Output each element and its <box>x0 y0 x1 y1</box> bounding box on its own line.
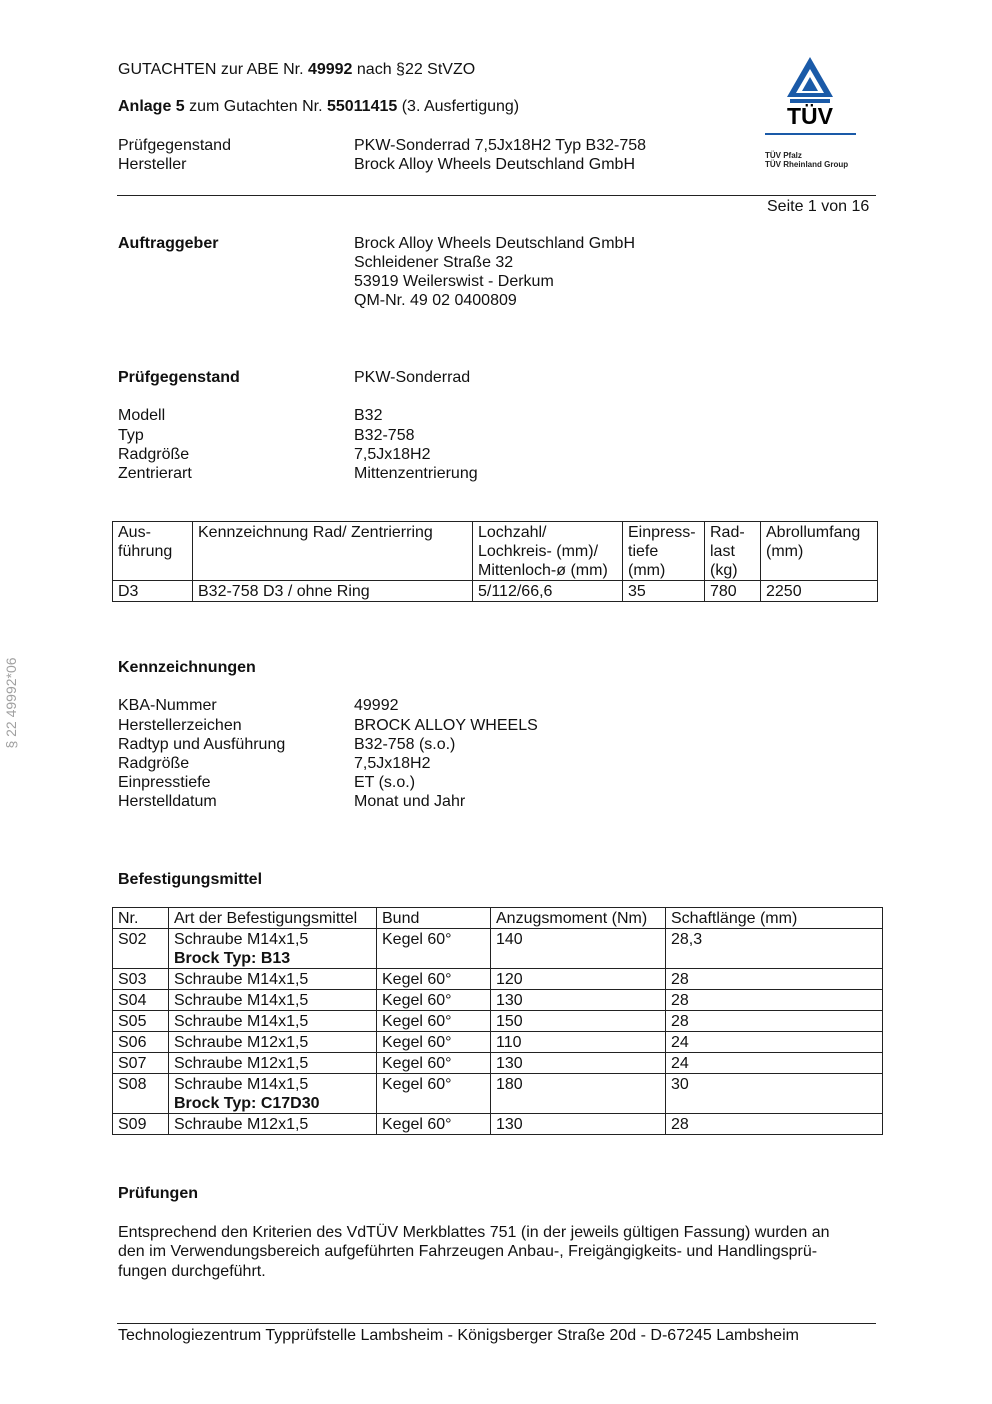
marking-value: 7,5Jx18H2 <box>354 755 431 772</box>
fastener-laenge: 30 <box>666 1074 883 1114</box>
header-pg-value: PKW-Sonderrad 7,5Jx18H2 Typ B32-758 <box>354 137 647 154</box>
fastener-moment: 130 <box>491 990 666 1011</box>
fastener-moment: 130 <box>491 1114 666 1135</box>
header-hersteller-label: Hersteller <box>118 156 187 173</box>
auftraggeber-line: 53919 Weilerswist - Derkum <box>354 273 554 290</box>
table-row <box>113 1032 883 1053</box>
fastener-laenge: 24 <box>666 1032 883 1053</box>
logo-line-1: TÜV Pfalz <box>765 151 802 160</box>
fastener-table-header <box>113 908 883 929</box>
spec-label: Typ <box>118 427 144 444</box>
fastener-laenge: 28 <box>666 969 883 990</box>
wheel-header-cell: Aus- führung <box>113 522 193 581</box>
marking-label: Radtyp und Ausführung <box>118 736 286 753</box>
fastener-moment: 120 <box>491 969 666 990</box>
auftraggeber-label: Auftraggeber <box>118 235 219 252</box>
fastener-art <box>169 1074 377 1114</box>
marking-label: Radgröße <box>118 755 190 772</box>
fastener-nr: S08 <box>113 1074 169 1114</box>
auftraggeber-line: Brock Alloy Wheels Deutschland GmbH <box>354 235 635 252</box>
wheel-cell: 5/112/66,6 <box>473 581 623 602</box>
fastener-art: Schraube M14x1,5 <box>169 969 377 990</box>
table-row <box>113 581 878 602</box>
wheel-header-cell: Rad- last (kg) <box>705 522 761 581</box>
marking-value: Monat und Jahr <box>354 793 466 810</box>
pruefungen-text-line: fungen durchgeführt. <box>118 1263 266 1280</box>
fastener-laenge: 28,3 <box>666 929 883 969</box>
table-row <box>113 1114 883 1135</box>
fastener-moment: 150 <box>491 1011 666 1032</box>
wheel-header-cell: Einpress- tiefe (mm) <box>623 522 705 581</box>
pruefgegenstand-value: PKW-Sonderrad <box>354 369 471 386</box>
fastener-art: Schraube M12x1,5 <box>169 1053 377 1074</box>
fastener-art <box>169 929 377 969</box>
wheel-cell: B32-758 D3 / ohne Ring <box>193 581 473 602</box>
kennzeichnungen-title: Kennzeichnungen <box>118 659 256 676</box>
fastener-header-cell: Nr. <box>113 908 169 929</box>
spec-value: B32 <box>354 407 383 424</box>
fastener-nr: S06 <box>113 1032 169 1053</box>
fastener-art: Schraube M12x1,5 <box>169 1114 377 1135</box>
annex-line: Anlage 5 zum Gutachten Nr. 55011415 (3. Ausfertigung) <box>118 98 520 115</box>
marking-value: ET (s.o.) <box>354 774 416 791</box>
fastener-header-cell: Bund <box>377 908 491 929</box>
header-pg-label: Prüfgegenstand <box>118 137 231 154</box>
logo-divider <box>765 133 856 135</box>
header-hersteller-value: Brock Alloy Wheels Deutschland GmbH <box>354 156 635 173</box>
marking-value: 49992 <box>354 697 399 714</box>
footer-address: Technologiezentrum Typprüfstelle Lambsheim - Königsberger Straße 20d - D-67245 Lambsheim <box>118 1327 799 1344</box>
fastener-moment: 110 <box>491 1032 666 1053</box>
spec-label: Radgröße <box>118 446 190 463</box>
side-reference: § 22 49992*06 <box>3 657 19 749</box>
footer-divider <box>117 1323 876 1324</box>
fastener-bund: Kegel 60° <box>377 1114 491 1135</box>
fastener-laenge: 28 <box>666 1011 883 1032</box>
tuev-logo <box>760 55 860 175</box>
tuev-logo-text: TÜV <box>787 103 833 129</box>
page-number: Seite 1 von 16 <box>767 198 870 215</box>
fastener-header-cell: Anzugsmoment (Nm) <box>491 908 666 929</box>
fastener-art: Schraube M14x1,5 <box>169 990 377 1011</box>
fastener-bund: Kegel 60° <box>377 1074 491 1114</box>
pruefungen-title: Prüfungen <box>118 1185 198 1202</box>
logo-line-2: TÜV Rheinland Group <box>765 160 849 169</box>
auftraggeber-line: QM-Nr. 49 02 0400809 <box>354 292 517 309</box>
fastener-nr: S09 <box>113 1114 169 1135</box>
marking-label: Herstellerzeichen <box>118 717 242 734</box>
fastener-bund: Kegel 60° <box>377 969 491 990</box>
fastener-bund: Kegel 60° <box>377 1032 491 1053</box>
fastener-header-cell: Schaftlänge (mm) <box>666 908 883 929</box>
fastener-laenge: 24 <box>666 1053 883 1074</box>
fastener-nr: S04 <box>113 990 169 1011</box>
pruefungen-text-line: Entsprechend den Kriterien des VdTÜV Merkblattes 751 (in der jeweils gültigen Fassung) wurden an <box>118 1224 830 1241</box>
wheel-table <box>112 521 878 602</box>
table-row <box>113 1074 883 1114</box>
spec-value: Mittenzentrierung <box>354 465 478 482</box>
report-title: GUTACHTEN zur ABE Nr. 49992 nach §22 StVZO <box>118 61 476 78</box>
tuev-triangle-icon <box>760 55 860 105</box>
fastener-art: Schraube M14x1,5 <box>169 1011 377 1032</box>
fastener-header-cell: Art der Befestigungsmittel <box>169 908 377 929</box>
fastener-art: Schraube M12x1,5 <box>169 1032 377 1053</box>
fastener-art-text: Schraube M14x1,5 <box>174 931 309 948</box>
fastener-note: Brock Typ: C17D30 <box>174 1095 320 1112</box>
fastener-laenge: 28 <box>666 990 883 1011</box>
fastener-nr: S02 <box>113 929 169 969</box>
marking-value: B32-758 (s.o.) <box>354 736 456 753</box>
spec-label: Zentrierart <box>118 465 192 482</box>
marking-value: BROCK ALLOY WHEELS <box>354 717 538 734</box>
fastener-table <box>112 907 883 1135</box>
fastener-moment: 140 <box>491 929 666 969</box>
fastener-bund: Kegel 60° <box>377 1011 491 1032</box>
fastener-note: Brock Typ: B13 <box>174 950 291 967</box>
fastener-laenge: 28 <box>666 1114 883 1135</box>
table-row <box>113 969 883 990</box>
wheel-cell: D3 <box>113 581 193 602</box>
spec-value: B32-758 <box>354 427 415 444</box>
fastener-nr: S03 <box>113 969 169 990</box>
marking-label: Einpresstiefe <box>118 774 211 791</box>
wheel-cell: 2250 <box>761 581 878 602</box>
marking-label: KBA-Nummer <box>118 697 217 714</box>
befestigung-title: Befestigungsmittel <box>118 871 263 888</box>
fastener-bund: Kegel 60° <box>377 990 491 1011</box>
fastener-bund: Kegel 60° <box>377 1053 491 1074</box>
wheel-cell: 780 <box>705 581 761 602</box>
header-divider <box>117 195 876 196</box>
pruefungen-text-line: den im Verwendungsbereich aufgeführten Fahrzeugen Anbau-, Freigängigkeits- und Handlingsprü- <box>118 1243 818 1260</box>
fastener-nr: S07 <box>113 1053 169 1074</box>
fastener-moment: 130 <box>491 1053 666 1074</box>
wheel-table-header <box>113 522 878 581</box>
spec-label: Modell <box>118 407 166 424</box>
auftraggeber-line: Schleidener Straße 32 <box>354 254 514 271</box>
wheel-header-cell: Lochzahl/ Lochkreis- (mm)/ Mittenloch-ø (mm) <box>473 522 623 581</box>
fastener-nr: S05 <box>113 1011 169 1032</box>
pruefgegenstand-label: Prüfgegenstand <box>118 369 240 386</box>
marking-label: Herstelldatum <box>118 793 217 810</box>
table-row <box>113 990 883 1011</box>
fastener-bund: Kegel 60° <box>377 929 491 969</box>
spec-value: 7,5Jx18H2 <box>354 446 431 463</box>
fastener-art-text: Schraube M14x1,5 <box>174 1076 309 1093</box>
table-row <box>113 929 883 969</box>
wheel-cell: 35 <box>623 581 705 602</box>
wheel-header-cell: Abrollumfang (mm) <box>761 522 878 581</box>
table-row <box>113 1053 883 1074</box>
table-row <box>113 1011 883 1032</box>
fastener-moment: 180 <box>491 1074 666 1114</box>
wheel-header-cell: Kennzeichnung Rad/ Zentrierring <box>193 522 473 581</box>
